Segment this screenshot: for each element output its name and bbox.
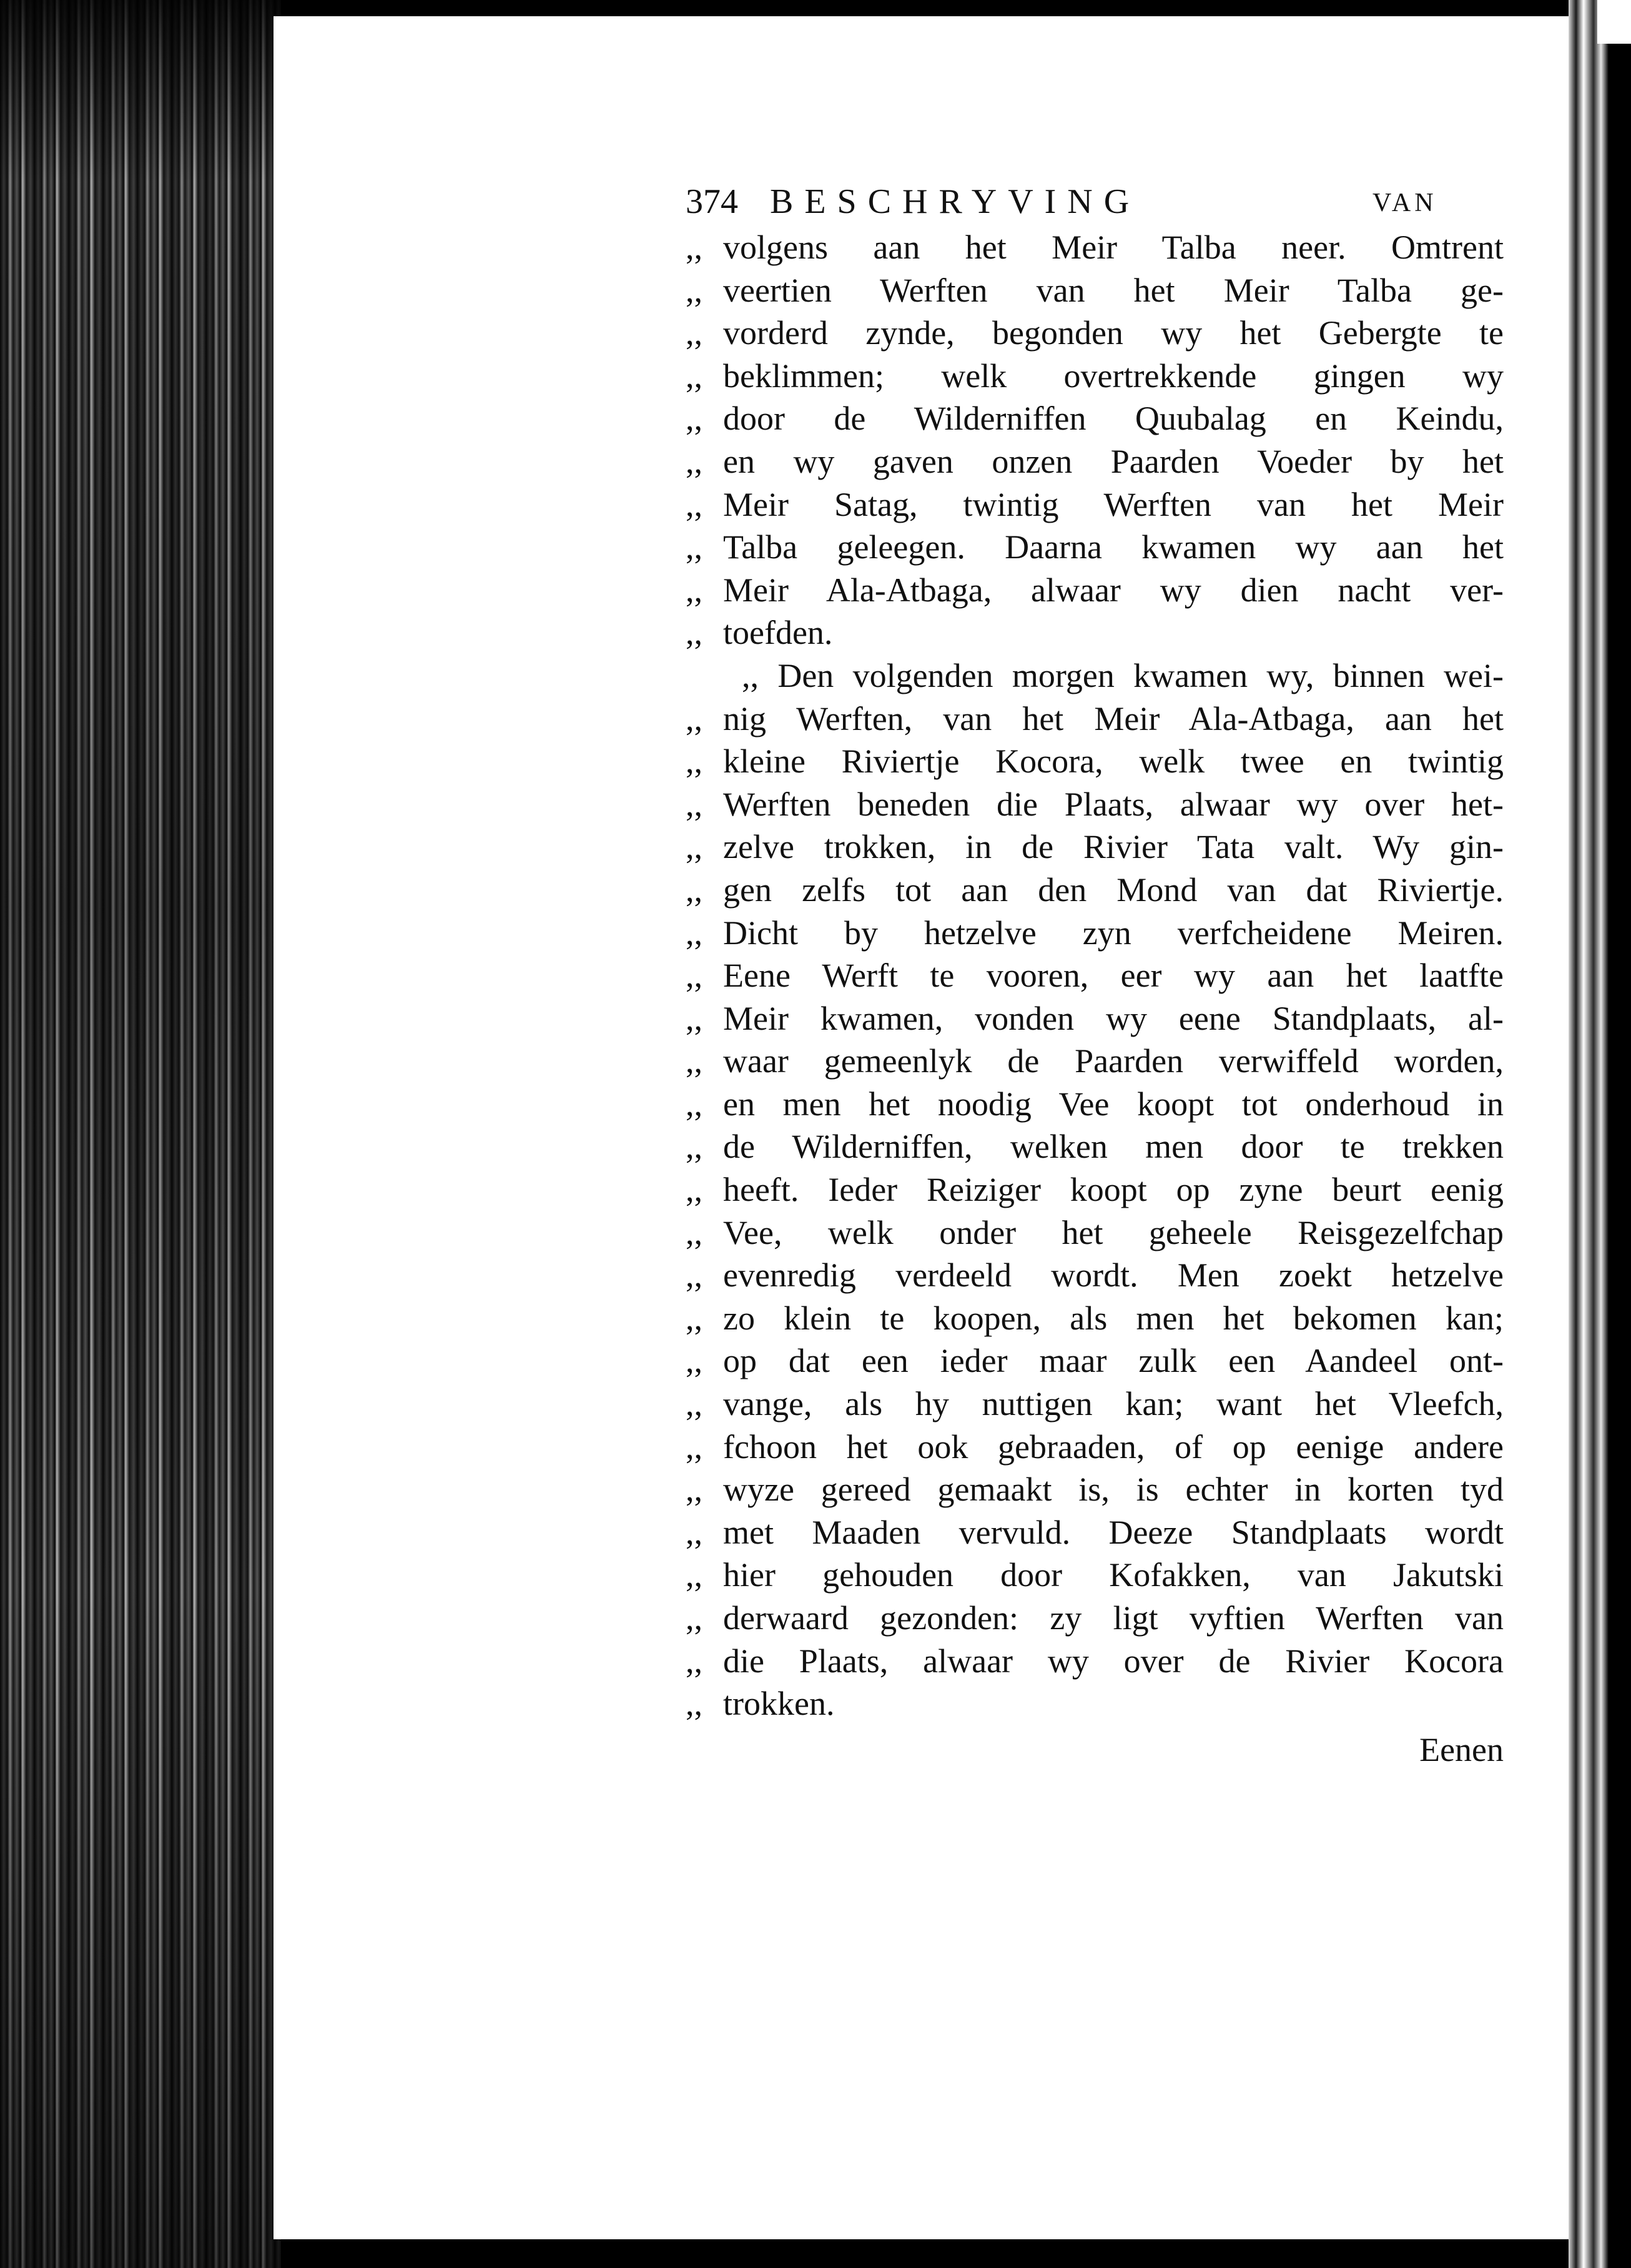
- line-text: derwaard gezonden: zy ligt vyftien Werften van: [723, 1599, 1504, 1637]
- text-line: [686, 1383, 1504, 1426]
- text-line: [686, 783, 1504, 826]
- quote-mark: ,,: [686, 400, 702, 438]
- text-line: [686, 355, 1504, 398]
- line-text: kleine Riviertje Kocora, welk twee en twintig: [723, 742, 1504, 781]
- text-line: [686, 1682, 1504, 1725]
- text-line: [686, 483, 1504, 526]
- quote-mark: ,,: [686, 1513, 702, 1551]
- body-text: [686, 226, 1504, 1725]
- line-text: Meir kwamen, vonden wy eene Standplaats, al-: [723, 999, 1504, 1037]
- quote-mark: ,,: [686, 1556, 702, 1594]
- text-line: [686, 698, 1504, 741]
- text-line: [686, 1554, 1504, 1597]
- running-title: BESCHRYVING: [770, 182, 1141, 221]
- line-text: en men het noodig Vee koopt tot onderhoud in: [723, 1085, 1504, 1123]
- quote-mark: ,,: [686, 1599, 702, 1637]
- line-text: met Maaden vervuld. Deeze Standplaats wordt: [723, 1513, 1504, 1551]
- quote-mark: ,,: [686, 229, 702, 266]
- text-line: [686, 526, 1504, 569]
- line-text: die Plaats, alwaar wy over de Rivier Kocora: [723, 1642, 1504, 1680]
- quote-mark: ,,: [686, 785, 702, 823]
- quote-mark: ,,: [686, 442, 702, 480]
- quote-mark: ,,: [686, 1685, 702, 1723]
- quote-mark: ,,: [686, 1085, 702, 1123]
- text-line: [686, 826, 1504, 869]
- line-text: waar gemeenlyk de Paarden verwiffeld worden,: [723, 1042, 1504, 1080]
- line-text: Talba geleegen. Daarna kwamen wy aan het: [723, 528, 1504, 566]
- quote-mark: ,,: [686, 528, 702, 566]
- running-title-small: VAN: [1372, 189, 1437, 217]
- line-text: vange, als hy nuttigen kan; want het Vleefch,: [723, 1385, 1504, 1423]
- quote-mark: ,,: [686, 1256, 702, 1294]
- quote-mark: ,,: [686, 1128, 702, 1166]
- text-line: [686, 954, 1504, 997]
- quote-mark: ,,: [686, 1427, 702, 1466]
- quote-mark: ,,: [686, 614, 702, 652]
- line-text: op dat een ieder maar zulk een Aandeel ont-: [723, 1342, 1504, 1380]
- line-text: beklimmen; welk overtrekkende gingen wy: [723, 357, 1504, 395]
- text-line: [686, 440, 1504, 483]
- corner-tab: [1597, 0, 1631, 44]
- text-line: [686, 1168, 1504, 1211]
- text-line: [686, 654, 1504, 698]
- page-header: [686, 180, 1504, 224]
- line-text: toefden.: [723, 614, 833, 652]
- quote-mark: ,,: [686, 828, 702, 866]
- text-line: [686, 1511, 1504, 1554]
- quote-mark: ,,: [686, 1171, 702, 1209]
- text-line: [686, 740, 1504, 783]
- text-line: [686, 312, 1504, 355]
- quote-mark: ,,: [686, 485, 702, 523]
- catchword: Eenen: [1419, 1731, 1504, 1768]
- line-text: Meir Satag, twintig Werften van het Meir: [723, 485, 1504, 523]
- text-line: [686, 1640, 1504, 1683]
- text-line: [686, 226, 1504, 269]
- line-text: heeft. Ieder Reiziger koopt op zyne beurt eenig: [723, 1171, 1504, 1209]
- line-text: trokken.: [723, 1685, 835, 1723]
- line-text: zelve trokken, in de Rivier Tata valt. Wy gin-: [723, 828, 1504, 866]
- quote-mark: ,,: [686, 1342, 702, 1380]
- fore-edge-shadow: [0, 0, 281, 2268]
- text-line: [686, 1040, 1504, 1083]
- quote-mark: ,,: [686, 1213, 702, 1251]
- text-line: [686, 912, 1504, 955]
- text-line: [686, 1211, 1504, 1255]
- quote-mark: ,,: [686, 870, 702, 909]
- text-line: [686, 869, 1504, 912]
- text-line: [686, 1426, 1504, 1469]
- line-text: Dicht by hetzelve zyn verfcheidene Meiren.: [723, 914, 1504, 952]
- text-line: [686, 1125, 1504, 1168]
- quote-mark: ,,: [686, 957, 702, 995]
- text-line: [686, 1339, 1504, 1383]
- text-line: [686, 1254, 1504, 1297]
- right-page-edge: [1569, 0, 1631, 2268]
- quote-mark: ,,: [686, 699, 702, 737]
- text-line: [686, 569, 1504, 612]
- quote-mark: ,,: [686, 357, 702, 395]
- line-text: evenredig verdeeld wordt. Men zoekt hetzelve: [723, 1256, 1504, 1294]
- line-text: wyze gereed gemaakt is, is echter in korten tyd: [723, 1471, 1504, 1509]
- text-line: [686, 1468, 1504, 1511]
- quote-mark: ,,: [686, 1299, 702, 1337]
- line-text: vorderd zynde, begonden wy het Gebergte te: [723, 314, 1504, 352]
- line-text: fchoon het ook gebraaden, of op eenige andere: [723, 1427, 1504, 1466]
- quote-mark: ,,: [686, 999, 702, 1037]
- quote-mark: ,,: [686, 1042, 702, 1080]
- line-text: Meir Ala-Atbaga, alwaar wy dien nacht ver-: [723, 571, 1504, 609]
- text-line: [686, 1597, 1504, 1640]
- text-line: [686, 611, 1504, 654]
- line-text: Werften beneden die Plaats, alwaar wy over het-: [723, 785, 1504, 823]
- line-text: Eene Werft te vooren, eer wy aan het laatfte: [723, 957, 1504, 995]
- line-text: nig Werften, van het Meir Ala-Atbaga, aan het: [723, 699, 1504, 737]
- line-text: Vee, welk onder het geheele Reisgezelfchap: [723, 1213, 1504, 1251]
- line-text: door de Wilderniffen Quubalag en Keindu,: [723, 400, 1504, 438]
- text-line: [686, 1297, 1504, 1340]
- line-text: veertien Werften van het Meir Talba ge-: [723, 271, 1504, 309]
- quote-mark: ,,: [686, 1471, 702, 1509]
- text-block: [686, 180, 1504, 1766]
- line-text: en wy gaven onzen Paarden Voeder by het: [723, 442, 1504, 480]
- text-line: [686, 997, 1504, 1040]
- quote-mark: ,,: [686, 271, 702, 309]
- text-line: [686, 269, 1504, 312]
- text-line: [686, 1083, 1504, 1126]
- quote-mark: ,,: [686, 914, 702, 952]
- line-text: de Wilderniffen, welken men door te trekken: [723, 1128, 1504, 1166]
- line-text: zo klein te koopen, als men het bekomen kan;: [723, 1299, 1504, 1337]
- quote-mark: ,,: [686, 571, 702, 609]
- line-text: hier gehouden door Kofakken, van Jakutski: [723, 1556, 1504, 1594]
- line-text: volgens aan het Meir Talba neer. Omtrent: [723, 229, 1504, 266]
- line-text: ,, Den volgenden morgen kwamen wy, binnen wei-: [742, 656, 1504, 694]
- quote-mark: ,,: [686, 314, 702, 352]
- text-line: [686, 397, 1504, 440]
- quote-mark: ,,: [686, 1642, 702, 1680]
- page-number: 374: [686, 182, 738, 221]
- quote-mark: ,,: [686, 1385, 702, 1423]
- line-text: gen zelfs tot aan den Mond van dat Riviertje.: [723, 870, 1504, 909]
- quote-mark: ,,: [686, 742, 702, 781]
